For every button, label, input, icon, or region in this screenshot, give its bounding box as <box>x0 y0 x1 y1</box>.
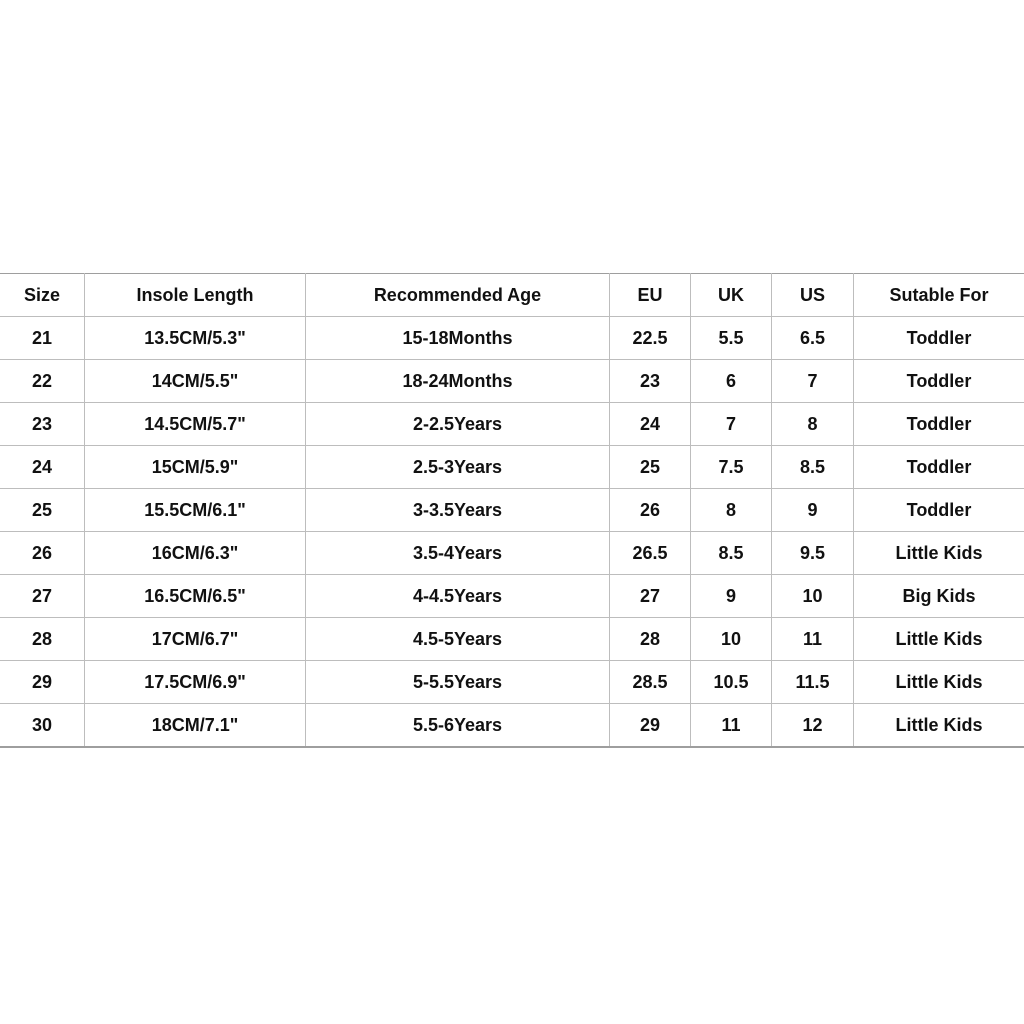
table-row <box>0 618 1024 661</box>
cell-us: 10 <box>772 575 854 618</box>
cell-uk: 6 <box>691 360 772 403</box>
cell-uk: 8 <box>691 489 772 532</box>
cell-suitable-for: Big Kids <box>854 575 1024 618</box>
cell-suitable-for: Toddler <box>854 446 1024 489</box>
table-row <box>0 575 1024 618</box>
cell-recommended-age: 15-18Months <box>306 317 610 360</box>
cell-eu: 24 <box>610 403 691 446</box>
cell-eu: 26.5 <box>610 532 691 575</box>
cell-insole-length: 15.5CM/6.1" <box>85 489 306 532</box>
cell-us: 6.5 <box>772 317 854 360</box>
header-recommended-age: Recommended Age <box>306 274 610 317</box>
cell-recommended-age: 5.5-6Years <box>306 704 610 748</box>
cell-us: 11 <box>772 618 854 661</box>
cell-recommended-age: 5-5.5Years <box>306 661 610 704</box>
cell-size: 23 <box>0 403 85 446</box>
cell-us: 9 <box>772 489 854 532</box>
cell-size: 29 <box>0 661 85 704</box>
cell-suitable-for: Little Kids <box>854 661 1024 704</box>
cell-insole-length: 16.5CM/6.5" <box>85 575 306 618</box>
header-us: US <box>772 274 854 317</box>
cell-uk: 11 <box>691 704 772 748</box>
cell-insole-length: 18CM/7.1" <box>85 704 306 748</box>
cell-insole-length: 15CM/5.9" <box>85 446 306 489</box>
cell-suitable-for: Little Kids <box>854 532 1024 575</box>
table-row <box>0 403 1024 446</box>
cell-eu: 28 <box>610 618 691 661</box>
cell-eu: 25 <box>610 446 691 489</box>
table-row <box>0 704 1024 748</box>
cell-insole-length: 17.5CM/6.9" <box>85 661 306 704</box>
cell-uk: 8.5 <box>691 532 772 575</box>
header-uk: UK <box>691 274 772 317</box>
cell-recommended-age: 2-2.5Years <box>306 403 610 446</box>
cell-us: 7 <box>772 360 854 403</box>
cell-uk: 7 <box>691 403 772 446</box>
header-size: Size <box>0 274 85 317</box>
table-header-row <box>0 274 1024 317</box>
cell-size: 30 <box>0 704 85 748</box>
cell-uk: 10.5 <box>691 661 772 704</box>
cell-uk: 9 <box>691 575 772 618</box>
cell-size: 25 <box>0 489 85 532</box>
cell-uk: 5.5 <box>691 317 772 360</box>
size-table <box>0 273 1024 748</box>
cell-suitable-for: Toddler <box>854 317 1024 360</box>
cell-uk: 7.5 <box>691 446 772 489</box>
table-row <box>0 532 1024 575</box>
cell-eu: 28.5 <box>610 661 691 704</box>
cell-suitable-for: Toddler <box>854 489 1024 532</box>
cell-eu: 22.5 <box>610 317 691 360</box>
header-eu: EU <box>610 274 691 317</box>
cell-suitable-for: Toddler <box>854 403 1024 446</box>
cell-size: 21 <box>0 317 85 360</box>
cell-us: 9.5 <box>772 532 854 575</box>
cell-size: 27 <box>0 575 85 618</box>
cell-us: 8 <box>772 403 854 446</box>
cell-size: 28 <box>0 618 85 661</box>
cell-recommended-age: 4.5-5Years <box>306 618 610 661</box>
cell-eu: 23 <box>610 360 691 403</box>
cell-us: 11.5 <box>772 661 854 704</box>
cell-recommended-age: 2.5-3Years <box>306 446 610 489</box>
cell-suitable-for: Little Kids <box>854 704 1024 748</box>
cell-insole-length: 13.5CM/5.3" <box>85 317 306 360</box>
cell-insole-length: 17CM/6.7" <box>85 618 306 661</box>
cell-uk: 10 <box>691 618 772 661</box>
cell-insole-length: 14.5CM/5.7" <box>85 403 306 446</box>
table-row <box>0 446 1024 489</box>
table-row <box>0 489 1024 532</box>
table-row <box>0 317 1024 360</box>
cell-us: 12 <box>772 704 854 748</box>
cell-suitable-for: Toddler <box>854 360 1024 403</box>
cell-us: 8.5 <box>772 446 854 489</box>
size-chart <box>0 273 1024 748</box>
cell-size: 24 <box>0 446 85 489</box>
table-row <box>0 360 1024 403</box>
cell-size: 22 <box>0 360 85 403</box>
cell-eu: 27 <box>610 575 691 618</box>
cell-recommended-age: 3.5-4Years <box>306 532 610 575</box>
cell-recommended-age: 3-3.5Years <box>306 489 610 532</box>
table-row <box>0 661 1024 704</box>
cell-insole-length: 14CM/5.5" <box>85 360 306 403</box>
header-insole-length: Insole Length <box>85 274 306 317</box>
header-suitable-for: Sutable For <box>854 274 1024 317</box>
cell-suitable-for: Little Kids <box>854 618 1024 661</box>
cell-size: 26 <box>0 532 85 575</box>
cell-eu: 29 <box>610 704 691 748</box>
cell-recommended-age: 4-4.5Years <box>306 575 610 618</box>
cell-eu: 26 <box>610 489 691 532</box>
cell-recommended-age: 18-24Months <box>306 360 610 403</box>
cell-insole-length: 16CM/6.3" <box>85 532 306 575</box>
